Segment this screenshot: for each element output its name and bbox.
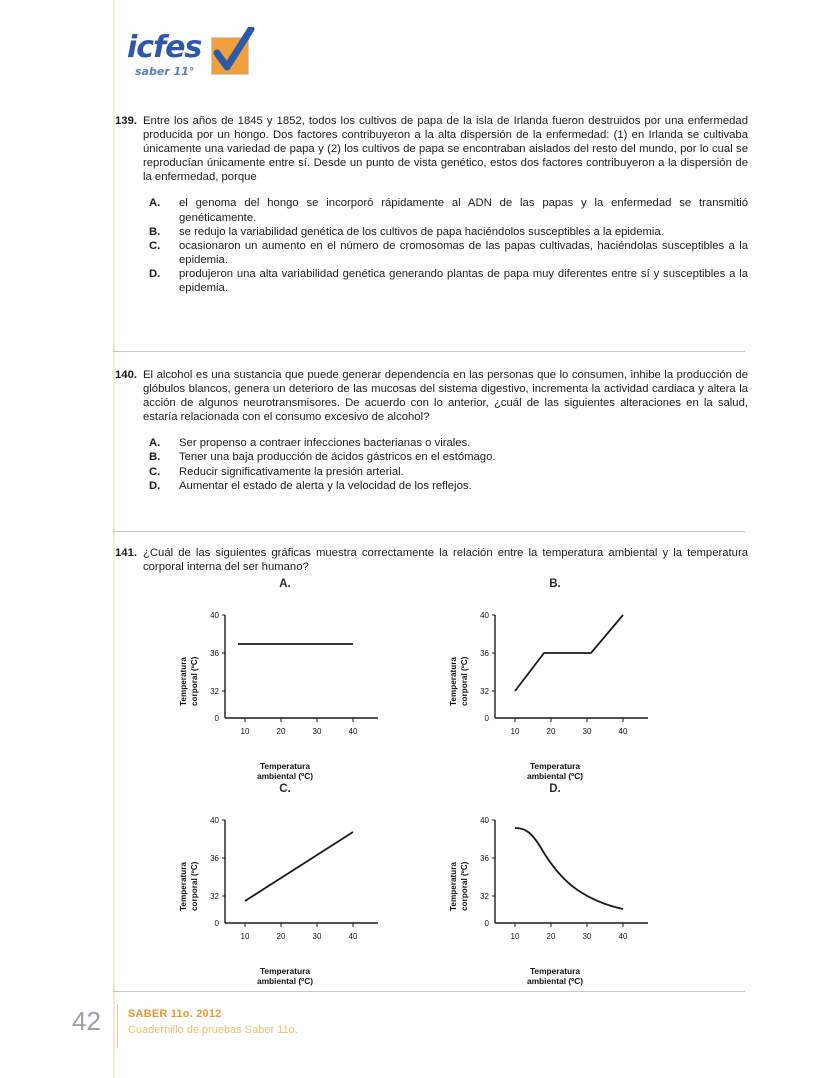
chart-d-xlabel: Temperatura ambiental (ºC) [526,966,584,986]
logo-subtitle: saber 11° [135,65,195,78]
chart-a-xlabel: Temperatura ambiental (ºC) [256,761,314,781]
svg-text:40: 40 [348,932,358,941]
svg-text:36: 36 [210,649,219,658]
option-139-b[interactable] [149,225,748,239]
chart-c-xticks [241,932,358,941]
page-footer [72,1002,572,1058]
svg-text:0: 0 [214,714,219,723]
option-139-c[interactable] [149,239,748,267]
chart-b-xlabel: Temperatura ambiental (ºC) [526,761,584,781]
logo-wordmark: icfes [127,30,202,65]
option-140-d-text: Aumentar el estado de alerta y la velocidad de los reflejos. [179,479,472,492]
separator-3 [113,991,745,992]
svg-text:corporal (ºC): corporal (ºC) [460,656,469,706]
option-139-a-letter: A. [149,197,161,210]
option-140-a[interactable] [149,436,748,450]
option-139-c-letter: C. [149,239,161,252]
chart-a-xticks [241,727,358,736]
separator-2 [113,531,745,532]
svg-text:corporal (ºC): corporal (ºC) [190,861,199,911]
option-139-a[interactable] [149,196,748,224]
chart-b-plot [420,594,690,764]
svg-text:36: 36 [480,854,489,863]
option-140-d[interactable] [149,479,748,493]
chart-d-yticks [480,816,489,928]
svg-text:Temperatura: Temperatura [449,657,458,706]
chart-a-ylabel [179,656,199,706]
question-139-text: Entre los años de 1845 y 1852, todos los cultivos de papa de la isla de Irlanda fueron destruidos por una enfermedad producida por un hongo. Dos factores contribuyeron a la alta dispersión de la enfermedad: (1) en Irlanda se cultivaba únicamente una variedad de papa y (2) los cultivos de papa se encontraban aislados del resto del mundo, por lo cual se reproducían únicamente entre sí. Desde un punto de vista genético, estos dos factores contribuyeron a la dispersión de la enfermedad, porque [143,115,748,184]
svg-text:40: 40 [480,816,489,825]
question-140 [113,368,748,493]
svg-text:10: 10 [510,932,520,941]
chart-b-xticks [511,727,628,736]
svg-text:32: 32 [480,892,489,901]
chart-c-caption [150,966,420,986]
chart-grid [150,578,710,988]
chart-d-label: D. [549,783,561,795]
option-140-c-text: Reducir significativamente la presión arterial. [179,465,404,478]
option-140-a-letter: A. [149,437,161,450]
svg-text:40: 40 [210,611,219,620]
svg-text:30: 30 [312,932,322,941]
footer-divider [117,1004,118,1048]
option-140-b-text: Tener una baja producción de ácidos gástricos en el estómago. [179,451,496,464]
svg-text:40: 40 [480,611,489,620]
svg-text:32: 32 [480,687,489,696]
chart-option-d[interactable] [420,783,690,988]
chart-c-series [245,832,353,901]
chart-b-ylabel [449,656,469,706]
icfes-logo [127,30,257,89]
option-139-c-text: ocasionaron un aumento en el número de cromosomas de las papas cultivadas, haciéndolas susceptibles a la epidemia. [179,239,748,266]
option-139-d-text: produjeron una alta variabilidad genética generando plantas de papa muy diferentes entre sí y susceptibles a la epidemia. [179,267,748,295]
chart-option-b[interactable] [420,578,690,783]
svg-text:40: 40 [348,727,358,736]
chart-c-yticks [210,816,219,928]
svg-text:10: 10 [510,727,520,736]
question-139 [113,114,748,295]
chart-d-series [515,828,623,909]
svg-text:32: 32 [210,687,219,696]
option-140-a-text: Ser propenso a contraer infecciones bacterianas o virales. [179,437,471,450]
option-139-a-text: el genoma del hongo se incorporó rápidamente al ADN de las papas y la enfermedad se transmitió genéticamente. [179,197,748,224]
option-139-d-letter: D. [149,267,161,280]
page-number: 42 [72,1006,101,1036]
question-140-text: El alcohol es una sustancia que puede generar dependencia en las personas que lo consumen, inhibe la producción de glóbulos blancos, genera un deterioro de las mucosas del sistema digestivo, incrementa la actividad cardiaca y altera la acción de algunos neurotransmisores. De acuerdo con lo anterior, ¿cuál de las siguientes alteraciones en la salud, estaría relacionada con el consumo excesivo de alcohol? [143,369,748,424]
svg-text:Temperatura: Temperatura [179,862,188,911]
chart-c-xlabel: Temperatura ambiental (ºC) [256,966,314,986]
option-140-c[interactable] [149,465,748,479]
chart-b-label: B. [549,578,561,590]
question-141 [113,546,748,574]
svg-text:40: 40 [210,816,219,825]
svg-text:30: 30 [582,727,592,736]
chart-b-caption [420,761,690,781]
svg-text:36: 36 [480,649,489,658]
svg-text:Temperatura: Temperatura [449,862,458,911]
svg-text:0: 0 [484,714,489,723]
chart-b-series [515,615,623,691]
separator-1 [113,351,745,352]
svg-text:20: 20 [276,932,286,941]
chart-d-caption [420,966,690,986]
svg-text:20: 20 [546,727,556,736]
svg-text:10: 10 [240,932,250,941]
svg-text:40: 40 [618,727,628,736]
question-139-stem [113,114,748,184]
chart-a-yticks [210,611,219,723]
chart-b-yticks [480,611,489,723]
svg-text:40: 40 [618,932,628,941]
svg-text:32: 32 [210,892,219,901]
svg-text:10: 10 [240,727,250,736]
question-140-number: 140. [115,369,137,381]
svg-text:20: 20 [276,727,286,736]
chart-c-plot [150,799,420,969]
footer-title: SABER 11o. 2012 [128,1008,222,1020]
question-139-options [149,196,748,295]
option-140-b-letter: B. [149,451,161,464]
svg-text:corporal (ºC): corporal (ºC) [460,861,469,911]
chart-a-ylabel-line2: corporal (ºC) [190,656,199,706]
svg-text:20: 20 [546,932,556,941]
option-139-b-text: se redujo la variabilidad genética de los cultivos de papa haciéndolos susceptibles a la epidemia. [179,225,664,238]
option-140-c-letter: C. [149,465,161,478]
footer-subtitle: Cuadernillo de pruebas Saber 11o. [128,1024,298,1036]
question-141-stem [113,546,748,574]
chart-option-a[interactable] [150,578,420,783]
chart-d-plot [420,799,690,969]
question-141-text: ¿Cuál de las siguientes gráficas muestra correctamente la relación entre la temperatura ambiental y la temperatura corporal interna del ser humano? [143,547,748,574]
svg-text:0: 0 [484,919,489,928]
svg-text:30: 30 [582,932,592,941]
question-140-stem [113,368,748,424]
question-141-number: 141. [115,547,137,559]
chart-option-c[interactable] [150,783,420,988]
option-139-d[interactable] [149,267,748,295]
svg-text:36: 36 [210,854,219,863]
chart-a-label: A. [279,578,291,590]
chart-a-caption [150,761,420,781]
chart-c-label: C. [279,783,291,795]
chart-a-plot [150,594,420,764]
option-140-d-letter: D. [149,479,161,492]
option-139-b-letter: B. [149,225,161,238]
chart-a-ylabel-line1: Temperatura [179,657,188,706]
question-139-number: 139. [115,115,137,127]
chart-d-xticks [511,932,628,941]
chart-d-ylabel [449,861,469,911]
svg-text:0: 0 [214,919,219,928]
svg-text:30: 30 [312,727,322,736]
chart-c-ylabel [179,861,199,911]
checkmark-icon [207,27,255,77]
question-140-options [149,436,748,492]
option-140-b[interactable] [149,450,748,464]
